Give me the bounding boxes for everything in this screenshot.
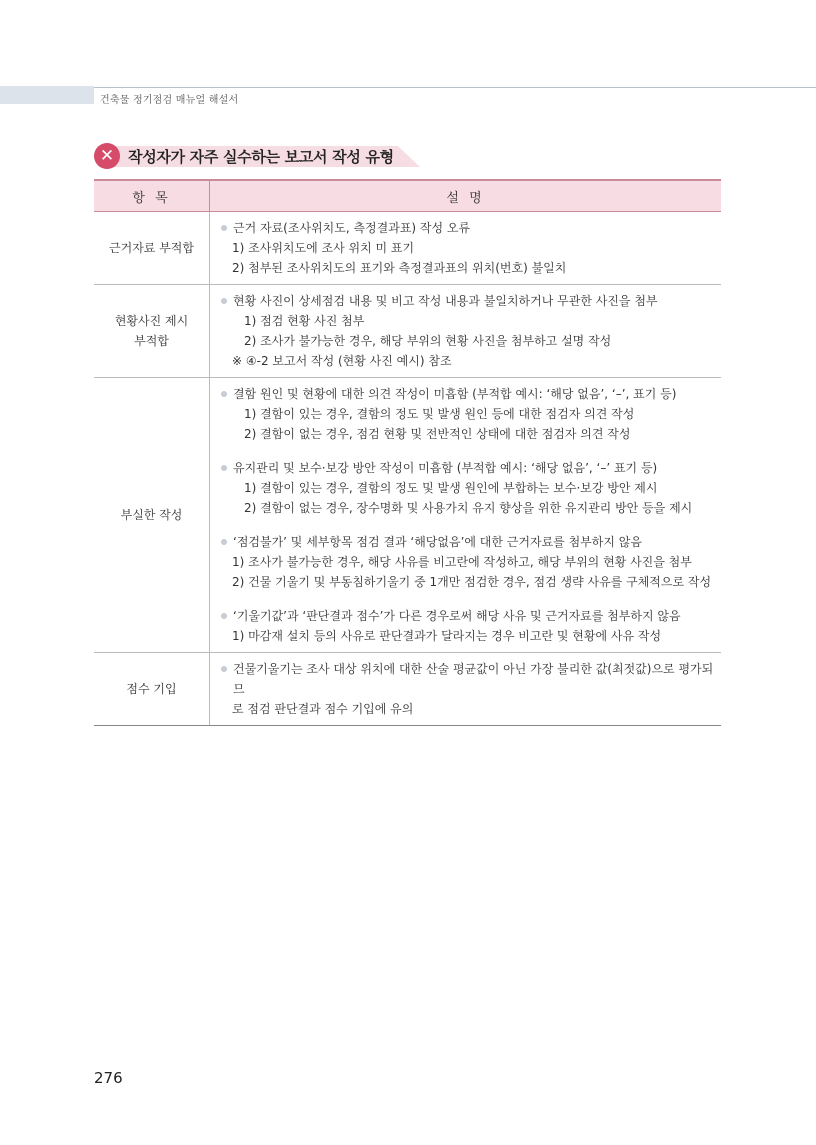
row-item: 부실한 작성 — [94, 378, 210, 653]
header-accent-bar — [0, 86, 94, 104]
table-row — [94, 212, 721, 285]
mistakes-table — [94, 179, 721, 726]
table-row — [94, 285, 721, 378]
bullet: ‘점검불가’ 및 세부항목 점검 결과 ‘해당없음’에 대한 근거자료를 첨부하지 않음 — [220, 532, 721, 552]
reference-note: ※ ④-2 보고서 작성 (현황 사진 예시) 참조 — [232, 354, 452, 368]
sub-item: 2) 조사가 불가능한 경우, 해당 부위의 현황 사진을 첨부하고 설명 작성 — [244, 334, 612, 348]
bullet-continuation: 로 점검 판단결과 점수 기입에 유의 — [232, 702, 414, 716]
bullet: 건물기울기는 조사 대상 위치에 대한 산술 평균값이 아닌 가장 불리한 값(최젓값)으로 평가되므 — [220, 659, 721, 699]
section-title-text: 작성자가 자주 실수하는 보고서 작성 유형 — [128, 148, 394, 166]
sub-item: 2) 결함이 없는 경우, 점검 현황 및 전반적인 상태에 대한 점검자 의견 작성 — [244, 427, 631, 441]
bullet: ‘기울기값’과 ‘판단결과 점수’가 다른 경우로써 해당 사유 및 근거자료를 첨부하지 않음 — [220, 606, 721, 626]
bullet: 유지관리 및 보수·보강 방안 작성이 미흡함 (부적합 예시: ‘해당 없음’, ‘–’ 표기 등) — [220, 458, 721, 478]
row-desc — [210, 212, 722, 285]
header-desc: 설 명 — [210, 180, 722, 212]
row-item: 점수 기입 — [94, 653, 210, 726]
header-rule — [94, 87, 816, 88]
header-item: 항 목 — [94, 180, 210, 212]
sub-item: 1) 조사위치도에 조사 위치 미 표기 — [232, 241, 415, 255]
sub-item: 1) 마감재 설치 등의 사유로 판단결과가 달라지는 경우 비고란 및 현황에 사유 작성 — [232, 629, 662, 643]
table-row — [94, 653, 721, 726]
row-item: 현황사진 제시 부적합 — [94, 285, 210, 378]
sub-item: 1) 조사가 불가능한 경우, 해당 사유를 비고란에 작성하고, 해당 부위의 현황 사진을 첨부 — [232, 555, 692, 569]
sub-item: 2) 건물 기울기 및 부동침하기울기 중 1개만 점검한 경우, 점검 생략 사유를 구체적으로 작성 — [232, 575, 712, 589]
sub-item: 2) 결함이 없는 경우, 장수명화 및 사용가치 유지 향상을 위한 유지관리 방안 등을 제시 — [244, 501, 693, 515]
sub-item: 1) 점검 현황 사진 첨부 — [244, 314, 365, 328]
section-title — [94, 143, 424, 169]
page-number: 276 — [94, 1069, 123, 1087]
bullet: 근거 자료(조사위치도, 측정결과표) 작성 오류 — [220, 218, 721, 238]
bullet: 현황 사진이 상세점검 내용 및 비고 작성 내용과 불일치하거나 무관한 사진을 첨부 — [220, 291, 721, 311]
sub-item: 1) 결함이 있는 경우, 결함의 정도 및 발생 원인에 부합하는 보수·보강 방안 제시 — [244, 481, 658, 495]
close-x-icon: ✕ — [94, 143, 120, 169]
table-header-row — [94, 180, 721, 212]
row-desc — [210, 285, 722, 378]
bullet: 결함 원인 및 현황에 대한 의견 작성이 미흡함 (부적합 예시: ‘해당 없음’, ‘–’, 표기 등) — [220, 384, 721, 404]
row-item: 근거자료 부적합 — [94, 212, 210, 285]
sub-item: 2) 첨부된 조사위치도의 표기와 측정결과표의 위치(번호) 불일치 — [232, 261, 567, 275]
sub-item: 1) 결함이 있는 경우, 결함의 정도 및 발생 원인 등에 대한 점검자 의견 작성 — [244, 407, 635, 421]
running-header: 건축물 정기점검 매뉴얼 해설서 — [100, 95, 239, 106]
row-desc — [210, 653, 722, 726]
row-desc — [210, 378, 722, 653]
table-row — [94, 378, 721, 653]
